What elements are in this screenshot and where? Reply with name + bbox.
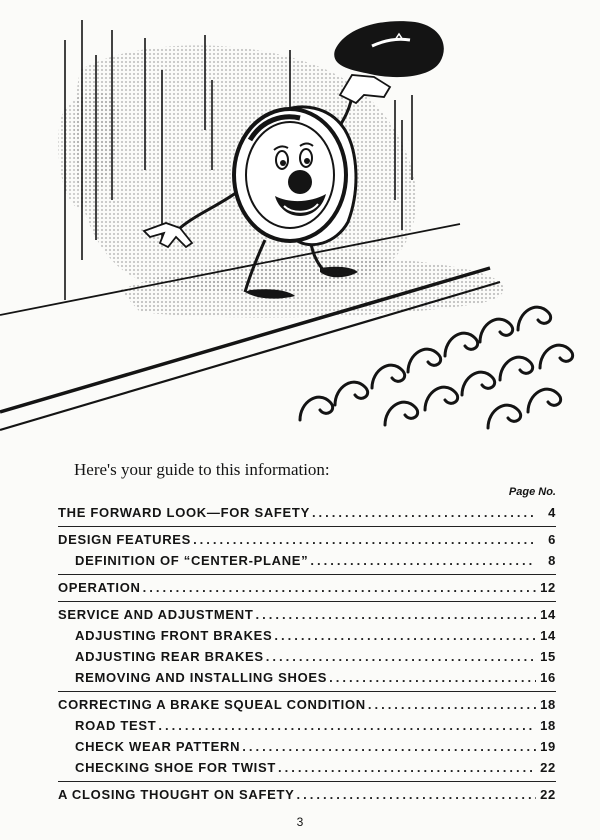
toc-entry bbox=[58, 784, 556, 805]
toc-entry-title: ROAD TEST bbox=[75, 718, 157, 733]
toc-entry bbox=[58, 550, 556, 571]
toc-entry bbox=[58, 577, 556, 598]
toc-entry-page: 15 bbox=[540, 649, 556, 664]
toc-entry-page: 6 bbox=[548, 532, 556, 547]
toc-entry-title: CORRECTING A BRAKE SQUEAL CONDITION bbox=[58, 697, 366, 712]
toc-entry-title: OPERATION bbox=[58, 580, 141, 595]
toc-entry bbox=[58, 646, 556, 667]
toc-entry-page: 18 bbox=[540, 718, 556, 733]
toc-entry-title: CHECK WEAR PATTERN bbox=[75, 739, 241, 754]
toc-entry-page: 14 bbox=[540, 607, 556, 622]
intro-text: Here's your guide to this information: bbox=[74, 460, 330, 479]
toc-leader-dots bbox=[266, 646, 536, 667]
toc-entry-title: CHECKING SHOE FOR TWIST bbox=[75, 760, 276, 775]
toc-entry-page: 14 bbox=[540, 628, 556, 643]
toc-entry bbox=[58, 736, 556, 757]
toc-leader-dots bbox=[312, 502, 536, 523]
toc-entry-page: 18 bbox=[540, 697, 556, 712]
toc-leader-dots bbox=[297, 784, 536, 805]
audience-heads bbox=[300, 307, 573, 428]
toc-entry bbox=[58, 694, 556, 715]
toc-entry-page: 16 bbox=[540, 670, 556, 685]
page-no-header: Page No. bbox=[508, 486, 556, 498]
toc-entry-title: ADJUSTING REAR BRAKES bbox=[75, 649, 264, 664]
toc-entry bbox=[58, 715, 556, 736]
toc-entry-title: DESIGN FEATURES bbox=[58, 532, 192, 547]
toc-group bbox=[58, 782, 556, 808]
toc-entry-page: 4 bbox=[548, 505, 556, 520]
toc-group bbox=[58, 500, 556, 527]
toc-entry-page: 22 bbox=[540, 787, 556, 802]
toc-entry-page: 12 bbox=[540, 580, 556, 595]
toc-leader-dots bbox=[310, 550, 536, 571]
toc-entry bbox=[58, 667, 556, 688]
toc-entry-page: 22 bbox=[540, 760, 556, 775]
toc-entry-title: DEFINITION OF “CENTER-PLANE” bbox=[75, 553, 309, 568]
toc-leader-dots bbox=[274, 625, 536, 646]
toc-group bbox=[58, 692, 556, 782]
toc-group bbox=[58, 602, 556, 692]
toc-leader-dots bbox=[193, 529, 536, 550]
toc-entry bbox=[58, 757, 556, 778]
page-number: 3 bbox=[296, 815, 304, 829]
toc-leader-dots bbox=[158, 715, 536, 736]
toc-group bbox=[58, 575, 556, 602]
toc-entry-page: 19 bbox=[540, 739, 556, 754]
toc-entry-title: THE FORWARD LOOK—FOR SAFETY bbox=[58, 505, 310, 520]
toc-group bbox=[58, 527, 556, 575]
table-of-contents bbox=[58, 500, 556, 808]
toc-entry bbox=[58, 529, 556, 550]
toc-leader-dots bbox=[256, 604, 537, 625]
toc-entry-title: SERVICE AND ADJUSTMENT bbox=[58, 607, 254, 622]
toc-leader-dots bbox=[329, 667, 536, 688]
toc-entry bbox=[58, 502, 556, 523]
toc-leader-dots bbox=[242, 736, 536, 757]
toc-entry-title: ADJUSTING FRONT BRAKES bbox=[75, 628, 273, 643]
toc-entry-page: 8 bbox=[548, 553, 556, 568]
toc-leader-dots bbox=[143, 577, 536, 598]
toc-leader-dots bbox=[278, 757, 536, 778]
toc-entry bbox=[58, 625, 556, 646]
toc-entry-title: A CLOSING THOUGHT ON SAFETY bbox=[58, 787, 295, 802]
toc-leader-dots bbox=[368, 694, 536, 715]
toc-entry-title: REMOVING AND INSTALLING SHOES bbox=[75, 670, 328, 685]
toc-entry bbox=[58, 604, 556, 625]
